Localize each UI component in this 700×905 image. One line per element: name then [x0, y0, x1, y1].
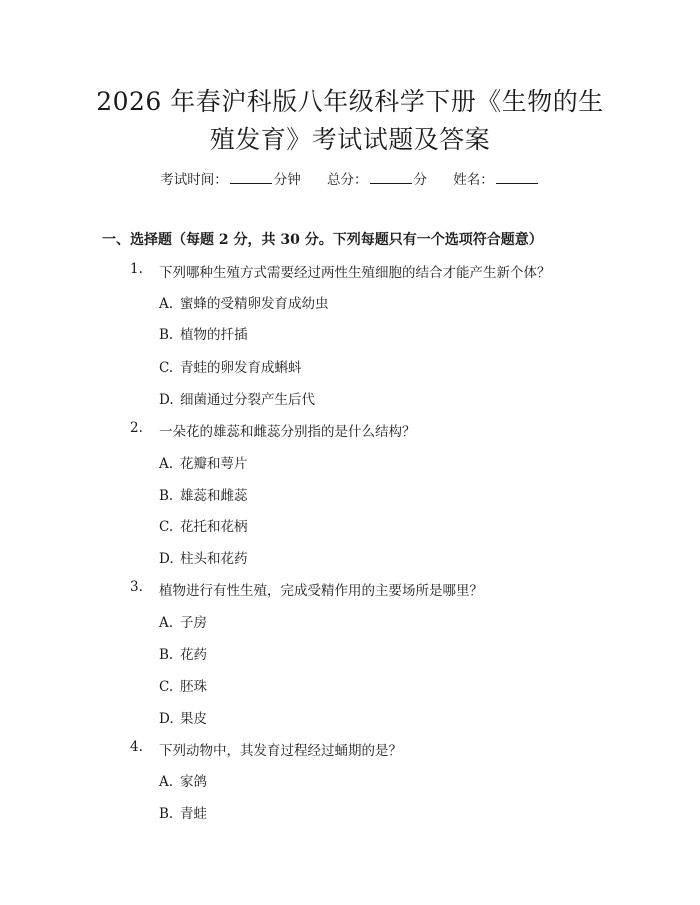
option-item [159, 515, 248, 535]
option-letter: B. [159, 806, 174, 822]
option-text: 蜜蜂的受精卵发育成幼虫 [180, 296, 329, 312]
question-stem: 一朵花的雄蕊和雌蕊分别指的是什么结构？ [159, 424, 416, 440]
question-number: 1. [130, 261, 143, 277]
option-letter: C. [159, 519, 174, 535]
option-text: 胚珠 [180, 679, 207, 695]
total-score-unit: 分 [413, 172, 427, 188]
option-item [159, 802, 207, 822]
option-text: 青蛙 [180, 806, 207, 822]
document-title-line-1: 2026 年春沪科版八年级科学下册《生物的生 [96, 87, 604, 116]
option-letter: A. [159, 296, 174, 312]
total-score-blank [370, 171, 412, 184]
question-number: 2. [130, 420, 143, 436]
option-letter: B. [159, 327, 174, 343]
total-score-label: 总分： [327, 172, 368, 188]
option-text: 植物的扦插 [180, 327, 248, 343]
option-item [159, 388, 315, 408]
exam-info-row [0, 168, 700, 188]
option-letter: D. [159, 711, 174, 727]
option-item [159, 770, 207, 790]
option-text: 家鸽 [180, 774, 207, 790]
student-name-field [453, 168, 540, 188]
exam-time-label: 考试时间： [160, 172, 228, 188]
option-letter: B. [159, 488, 174, 504]
question-stem: 下列动物中，其发育过程经过蛹期的是？ [159, 743, 402, 759]
option-item [159, 452, 248, 472]
option-text: 青蛙的卵发育成蝌蚪 [180, 360, 302, 376]
option-item [159, 547, 248, 567]
option-letter: A. [159, 456, 174, 472]
section-heading: 一、选择题（每题 2 分，共 30 分。下列每题只有一个选项符合题意） [102, 232, 543, 248]
option-text: 柱头和花药 [180, 551, 248, 567]
option-letter: A. [159, 615, 174, 631]
option-letter: A. [159, 774, 174, 790]
option-letter: C. [159, 679, 174, 695]
exam-time-blank [230, 171, 272, 184]
student-name-label: 姓名： [453, 172, 494, 188]
option-text: 细菌通过分裂产生后代 [180, 392, 315, 408]
question-stem: 植物进行有性生殖，完成受精作用的主要场所是哪里？ [159, 583, 483, 599]
option-item [159, 292, 329, 312]
student-name-blank [496, 171, 538, 184]
option-text: 果皮 [180, 711, 207, 727]
exam-time-unit: 分钟 [273, 172, 301, 188]
option-item [159, 356, 302, 376]
option-item [159, 707, 207, 727]
total-score-field [327, 168, 427, 188]
option-letter: D. [159, 551, 174, 567]
question-number: 4. [130, 739, 143, 755]
option-item [159, 323, 248, 343]
option-item [159, 643, 207, 663]
option-item [159, 675, 207, 695]
document-title-line-2: 殖发育》考试试题及答案 [209, 125, 491, 154]
option-item [159, 611, 207, 631]
exam-time-field [160, 168, 301, 188]
option-text: 花药 [180, 647, 207, 663]
option-letter: D. [159, 392, 174, 408]
option-item [159, 484, 248, 504]
option-letter: B. [159, 647, 174, 663]
option-text: 花瓣和萼片 [180, 456, 248, 472]
option-text: 子房 [180, 615, 207, 631]
option-text: 雄蕊和雌蕊 [180, 488, 248, 504]
question-number: 3. [130, 579, 143, 595]
question-stem: 下列哪种生殖方式需要经过两性生殖细胞的结合才能产生新个体？ [159, 265, 551, 281]
option-letter: C. [159, 360, 174, 376]
option-text: 花托和花柄 [180, 519, 248, 535]
